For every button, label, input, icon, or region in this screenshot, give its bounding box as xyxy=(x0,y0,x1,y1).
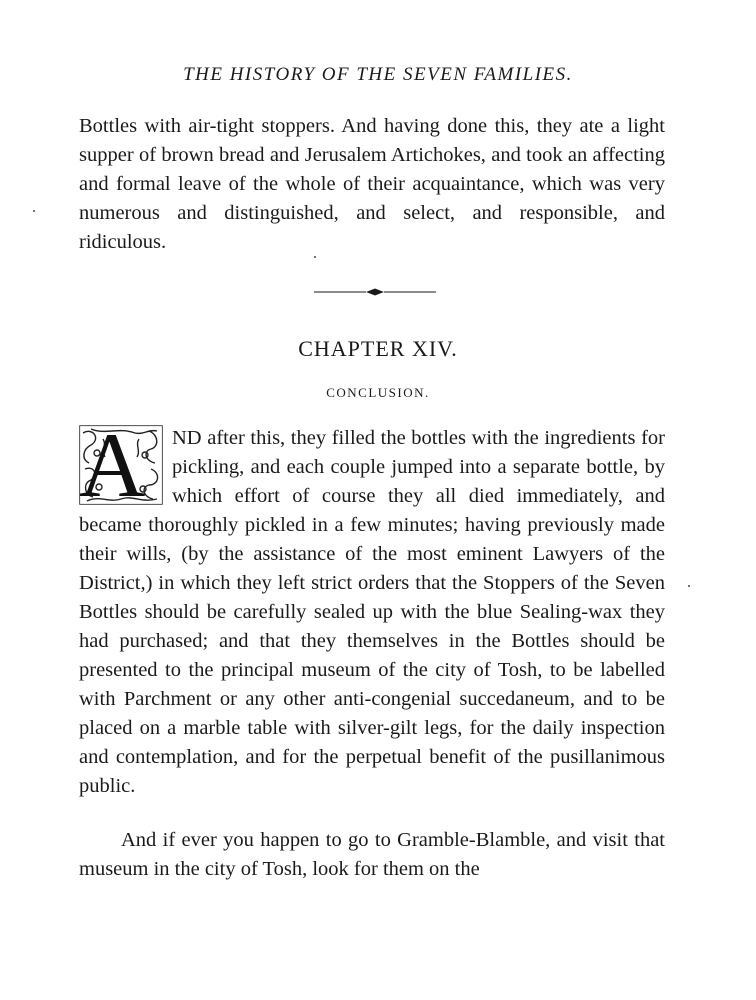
paragraph-2-text: ND after this, they filled the bottles with the ingredients for pickling, and each couple jumped into a separate bottle, by which effort of course they all died immediately, and became thoroughly pickled in a few minutes; having previously made their wills, (by the assistance of the most eminent Lawyers of the District,) in which they left strict orders that the Stoppers of the Seven Bottles should be carefully sealed up with the blue Sealing-wax they had purchased; and that they themselves in the Bottles should be presented to the principal museum of the city of Tosh, to be labelled with Parchment or any other anti-congenial succedaneum, and to be placed on a marble table with silver-gilt legs, for the daily inspection and contemplation, and for the perpetual benefit of the pusillanimous public. xyxy=(79,427,665,797)
print-speck xyxy=(33,210,35,212)
print-speck xyxy=(314,256,316,258)
drop-cap-letter: A xyxy=(79,414,146,516)
section-divider-ornament xyxy=(314,286,436,298)
drop-cap-ornament xyxy=(79,414,163,516)
paragraph-3: And if ever you happen to go to Gramble-Blamble, and visit that museum in the city of Tosh, look for them on the xyxy=(79,829,665,880)
chapter-subtitle: CONCLUSION. xyxy=(326,385,430,400)
print-speck xyxy=(688,585,690,587)
paragraph-2 xyxy=(79,414,665,801)
running-head: THE HISTORY OF THE SEVEN FAMILIES. xyxy=(183,64,573,85)
paragraph-1: Bottles with air-tight stoppers. And having done this, they ate a light supper of brown bread and Jerusalem Artichokes, and took an affecting and formal leave of the whole of their acquaintance, which was very numerous and distinguished, and select, and responsible, and ridiculous. xyxy=(79,115,665,253)
chapter-title: CHAPTER XIV. xyxy=(298,336,458,361)
